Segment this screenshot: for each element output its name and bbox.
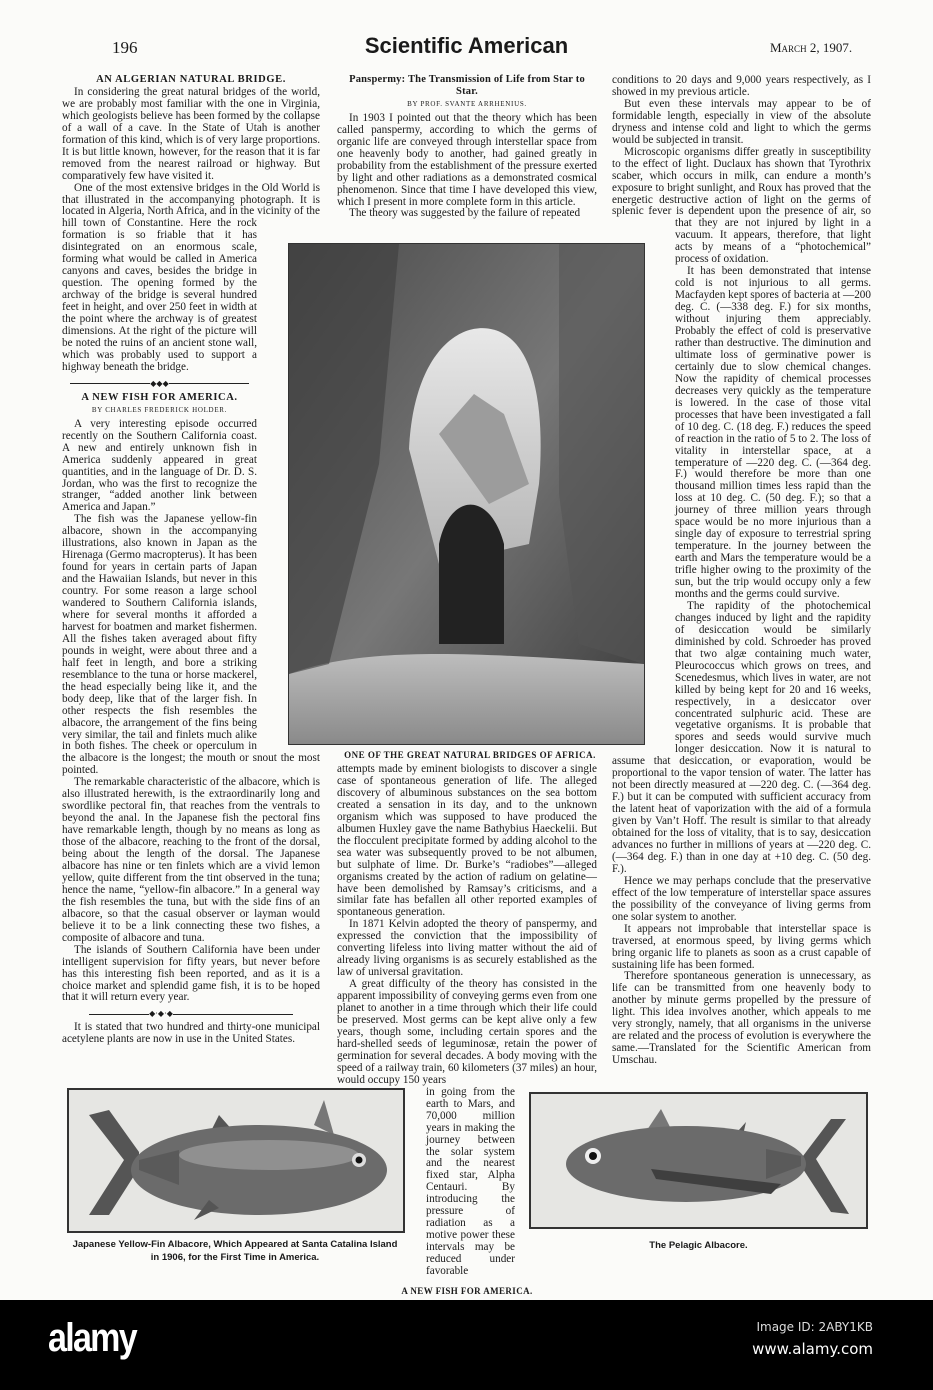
column-2-top <box>337 72 597 220</box>
alamy-url: www.alamy.com <box>752 1340 873 1358</box>
column-3 <box>612 75 871 1067</box>
pelagic-albacore-photo <box>529 1092 868 1229</box>
image-id: Image ID: 2ABY1KB <box>756 1320 873 1334</box>
bridge-photo-caption: ONE OF THE GREAT NATURAL BRIDGES OF AFRICA. <box>344 750 596 760</box>
paragraph: It has been demonstrated that intense cold is not injurious to all germs. Macfayden kept spores of bacteria at —200 deg. C. (—338 deg. F.) for six months, without injuring them appreciably. Probably the effect of cold is preservative rather than destructive. The diminution and ultimate loss of germinative power is certainly due to slow chemical changes. Now the rapidity of chemical processes decreases very quickly as the temperature is lowered. In the case of those vital processes that have been investigated a fall of 10 deg. C. (18 deg. F.) reduces the speed of reaction in the ratio of 5 to 2. The loss of vitality in interstellar space, at a temperature of —220 deg. C. (—364 deg. F.) would therefore be more than one thousand million times less rapid than the loss at 10 deg. C. (50 deg. F.); so that a journey of three million years through space would be no more injurious than a single day of exposure to terrestrial spring temperature. In the journey between the earth and Mars the temperature would be a trifle higher owing to the proximity of the sun, but the trip would occupy only a few months and the germs could survive. <box>675 265 871 600</box>
paragraph: In 1871 Kelvin adopted the theory of panspermy, and expressed the conviction that the impossibility of converting lifeless into living matter without the aid of already living organisms is as securely established as the law of universal gravitation. <box>337 918 597 979</box>
yellowfin-albacore-photo <box>67 1088 405 1233</box>
paragraph: The theory was suggested by the failure of repeated <box>349 207 581 220</box>
paragraph: In considering the great natural bridges of the world, we are probably most familiar with the one in Virginia, which geologists believe has been formed by the collapse of a wall of a cave. In the State of Utah is another formation of this kind, which is of very large proportions. It is but little known, however, for the reason that it is far removed from the nearest railroad or highway. But comparatively few have visited it. <box>62 85 320 182</box>
article-title-new-fish: A NEW FISH FOR AMERICA. <box>81 391 238 403</box>
section-divider: ◆·◆·◆ <box>62 1010 320 1018</box>
paragraph: One of the most extensive bridges in the Old World is that illustrated in the accompanying photograph. It is located in Algeria, North Africa, and in the vicinity of the hill town of Constantine. Here the rock formation is so friable that it has disintegrated on an enormous scale, forming what would be called in America canyons and caves, besides the bridge in question. The opening formed by the archway of the bridge is several hundred feet in height, and over 250 feet in width at the point where the archway is of greatest dimensions. At the right of the picture will be noted the ruins of an ancient stone wall, which was probably used to support a highway beneath the bridge. <box>62 181 320 373</box>
fish-image <box>531 1094 866 1227</box>
bridge-photo <box>288 243 645 745</box>
paragraph: A very interesting episode occurred recently on the Southern California coast. A new and entirely unknown fish in America suddenly appeared in great quantities, and in the language of Dr. D. S. Jordan, who was the first to recognize the stranger, “added another link between America and Japan.” <box>62 417 257 514</box>
paragraph: conditions to 20 days and 9,000 years respectively, as I showed in my previous article. <box>612 74 871 98</box>
paragraph: attempts made by eminent biologists to discover a single case of spontaneous generation of life. The alleged discovery of albuminous substances on the sea bottom created a sensation in its day, and to the unknown organism which was supposed to have produced the albumen Huxley gave the name Bathybius Haeckelii. But the flocculent precipitate formed by adding alcohol to the sea water was subsequently proved to be not albumen, but sulphate of lime. Dr. Burke’s “radiobes”—alleged organisms created by the action of radium on gelatine—have been demolished by Ramsay’s criticisms, and a similar fate has befallen all other reported examples of spontaneous generation. <box>337 763 597 919</box>
paragraph: The fish was the Japanese yellow-fin albacore, shown in the accompanying illustrations, also known in Japan as the Hirenaga (Germo macropterus). It has been found for years in certain parts of Japan and the Hawaiian Islands, but never in this country. For some reason a large school wandered to Southern California islands, where for several months it afforded a harvest for boatmen and market fishermen. All the fishes taken averaged about fifty pounds in weight, were about three and a half feet in length, and bore a striking resemblance to the tuna or horse mackerel, the head especially being like it, and the body deep, like that of the larger fish. In other respects the fish resembles the albacore, the arrangement of the fins being very similar, the tail and finlets much alike in both fishes. The cheek or operculum in the albacore is the longest; the mouth or snout the most pointed. <box>62 513 320 777</box>
page-number: 196 <box>112 38 138 57</box>
paragraph: Microscopic organisms differ greatly in susceptibility to the effect of light. Duclaux has shown that Tyrothrix scaber, which occurs in milk, can endure a month’s exposure to bright sunlight, and Roux has proved that the energetic destructive action of light on the germs of splenic fever is dependent upon the presence of air, so that they are not injured by light in a vacuum. It appears, therefore, that light acts by means of a “photochemical” process of oxidation. <box>612 145 871 266</box>
column-1 <box>62 72 320 1046</box>
masthead-title: Scientific American <box>364 33 569 58</box>
yellowfin-caption: Japanese Yellow-Fin Albacore, Which Appeared at Santa Catalina Island in 1906, for the First Time in America. <box>72 1239 398 1263</box>
watermark-footer <box>0 1300 933 1390</box>
paragraph: The islands of Southern California have been under intelligent supervision for fifty years, but never before has this interesting fish been reported, and as it is a choice market and splendid game fish, it is to be hoped that it will return every year. <box>62 943 320 1004</box>
paragraph: In 1903 I pointed out that the theory which has been called panspermy, according to which the germs of organic life are conveyed through interstellar space from one heavenly body to another, had gained greatly in probability from the establishment of the pressure exerted by light and other radiations as a demonstrated cosmical phenomenon. Since that time I have developed this view, which I present in more complete form in this article. <box>337 111 597 208</box>
pelagic-caption: The Pelagic Albacore. <box>649 1240 748 1251</box>
paragraph: It appears not improbable that interstellar space is traversed, at enormous speed, by living germs which bring organic life to planets as soon as a crust capable of sustaining life has been formed. <box>612 922 871 971</box>
paragraph: Therefore spontaneous generation is unnecessary, as life can be transmitted from one heavenly body to another by minute germs propelled by the pressure of light. This idea involves another, which appeals to me very strongly, namely, that all organisms in the universe are related and the process of evolution is everywhere the same.—Translated for the Scientific American from Umschau. <box>612 970 871 1067</box>
section-divider: ◆◆◆ <box>62 380 320 388</box>
acetylene-note: It is stated that two hundred and thirty-one municipal acetylene plants are now in use in the United States. <box>62 1021 320 1046</box>
paragraph: The remarkable characteristic of the albacore, which is also illustrated herewith, is the extraordinarily long and swordlike pectoral fin, that reaches from the ventrals to beyond the anal. In the Japanese fish the pectoral fins have remarkable length, though by no means as long as those of the albacore, reaching to the front of the dorsal, being about the length of the dorsal. The Japanese albacore has nine or ten finlets which are a vivid lemon yellow, quite different from the tint observed in the tuna; hence the name, “yellow-fin albacore.” In a general way the fish resembles the tuna, but with the side fins of an albacore, so that the casual observer or layman would believe it to be a link connecting these two fishes, a composite of albacore and tuna. <box>62 776 320 944</box>
article-title-algerian-bridge: AN ALGERIAN NATURAL BRIDGE. <box>96 74 286 85</box>
natural-bridge-image <box>289 244 644 744</box>
article-byline: BY CHARLES FREDERICK HOLDER. <box>91 405 228 414</box>
fish-figures-caption: A NEW FISH FOR AMERICA. <box>401 1285 533 1296</box>
fish-image <box>69 1090 403 1231</box>
column-2-narrow <box>426 1087 515 1278</box>
issue-date: March 2, 1907. <box>770 40 853 55</box>
paragraph: The rapidity of the photochemical changes induced by light and the rapidity of desiccation would be similarly diminished by cold. Schroeder has proved that two algæ containing much water, Pleurococcus which grows on trees, and Scenedesmus, which lives in water, are not killed by being kept for 20 and 16 weeks, respectively, in a desiccator over concentrated sulphuric acid. These are vegetative organisms. It is probable that spores and seeds would survive much longer desiccation. Now it is natural to assume that desiccation, or evaporation, would be proportional to the vapor tension of water. The latter has not been directly measured at —220 deg. C. (—364 deg. F.) but it can be computed with sufficient accuracy from the latent heat of vaporization with the aid of a formula given by Van’t Hoff. The result is similar to that already obtained for the loss of vitality, that is to say, desiccation advances no further in millions of years at —220 deg. C. (—364 deg. F.) than in one day at +10 deg. C. (50 deg. F.). <box>612 599 871 875</box>
paragraph: But even these intervals may appear to be of formidable length, especially in view of the absolute dryness and intense cold and light to which the germs would be subjected in transit. <box>612 97 871 146</box>
paragraph: in going from the earth to Mars, and 70,000 million years in making the journey between the solar system and the nearest fixed star, Alpha Centauri. By introducing the pressure of radiation as a motive power these intervals may be reduced under favorable <box>426 1085 515 1278</box>
article-byline: BY PROF. SVANTE ARRHENIUS. <box>407 99 527 108</box>
paragraph: Hence we may perhaps conclude that the preservative effect of the low temperature of interstellar space assures the possibility of the conveyance of living germs from one solar system to another. <box>612 874 871 923</box>
alamy-logo: alamy <box>48 1316 136 1360</box>
article-title-panspermy: Panspermy: The Transmission of Life from Star to Star. <box>349 74 585 97</box>
paragraph: A great difficulty of the theory has consisted in the apparent impossibility of conveying germs even from one planet to another in a time through which their life could be preserved. Most germs can be kept alive only a few years, though some, including certain spores and the hard-shelled seeds of leguminosæ, retain the power of germination for several decades. A body moving with the speed of a railway train, 60 kilometers (37 miles) an hour, would occupy 150 years <box>337 978 597 1086</box>
